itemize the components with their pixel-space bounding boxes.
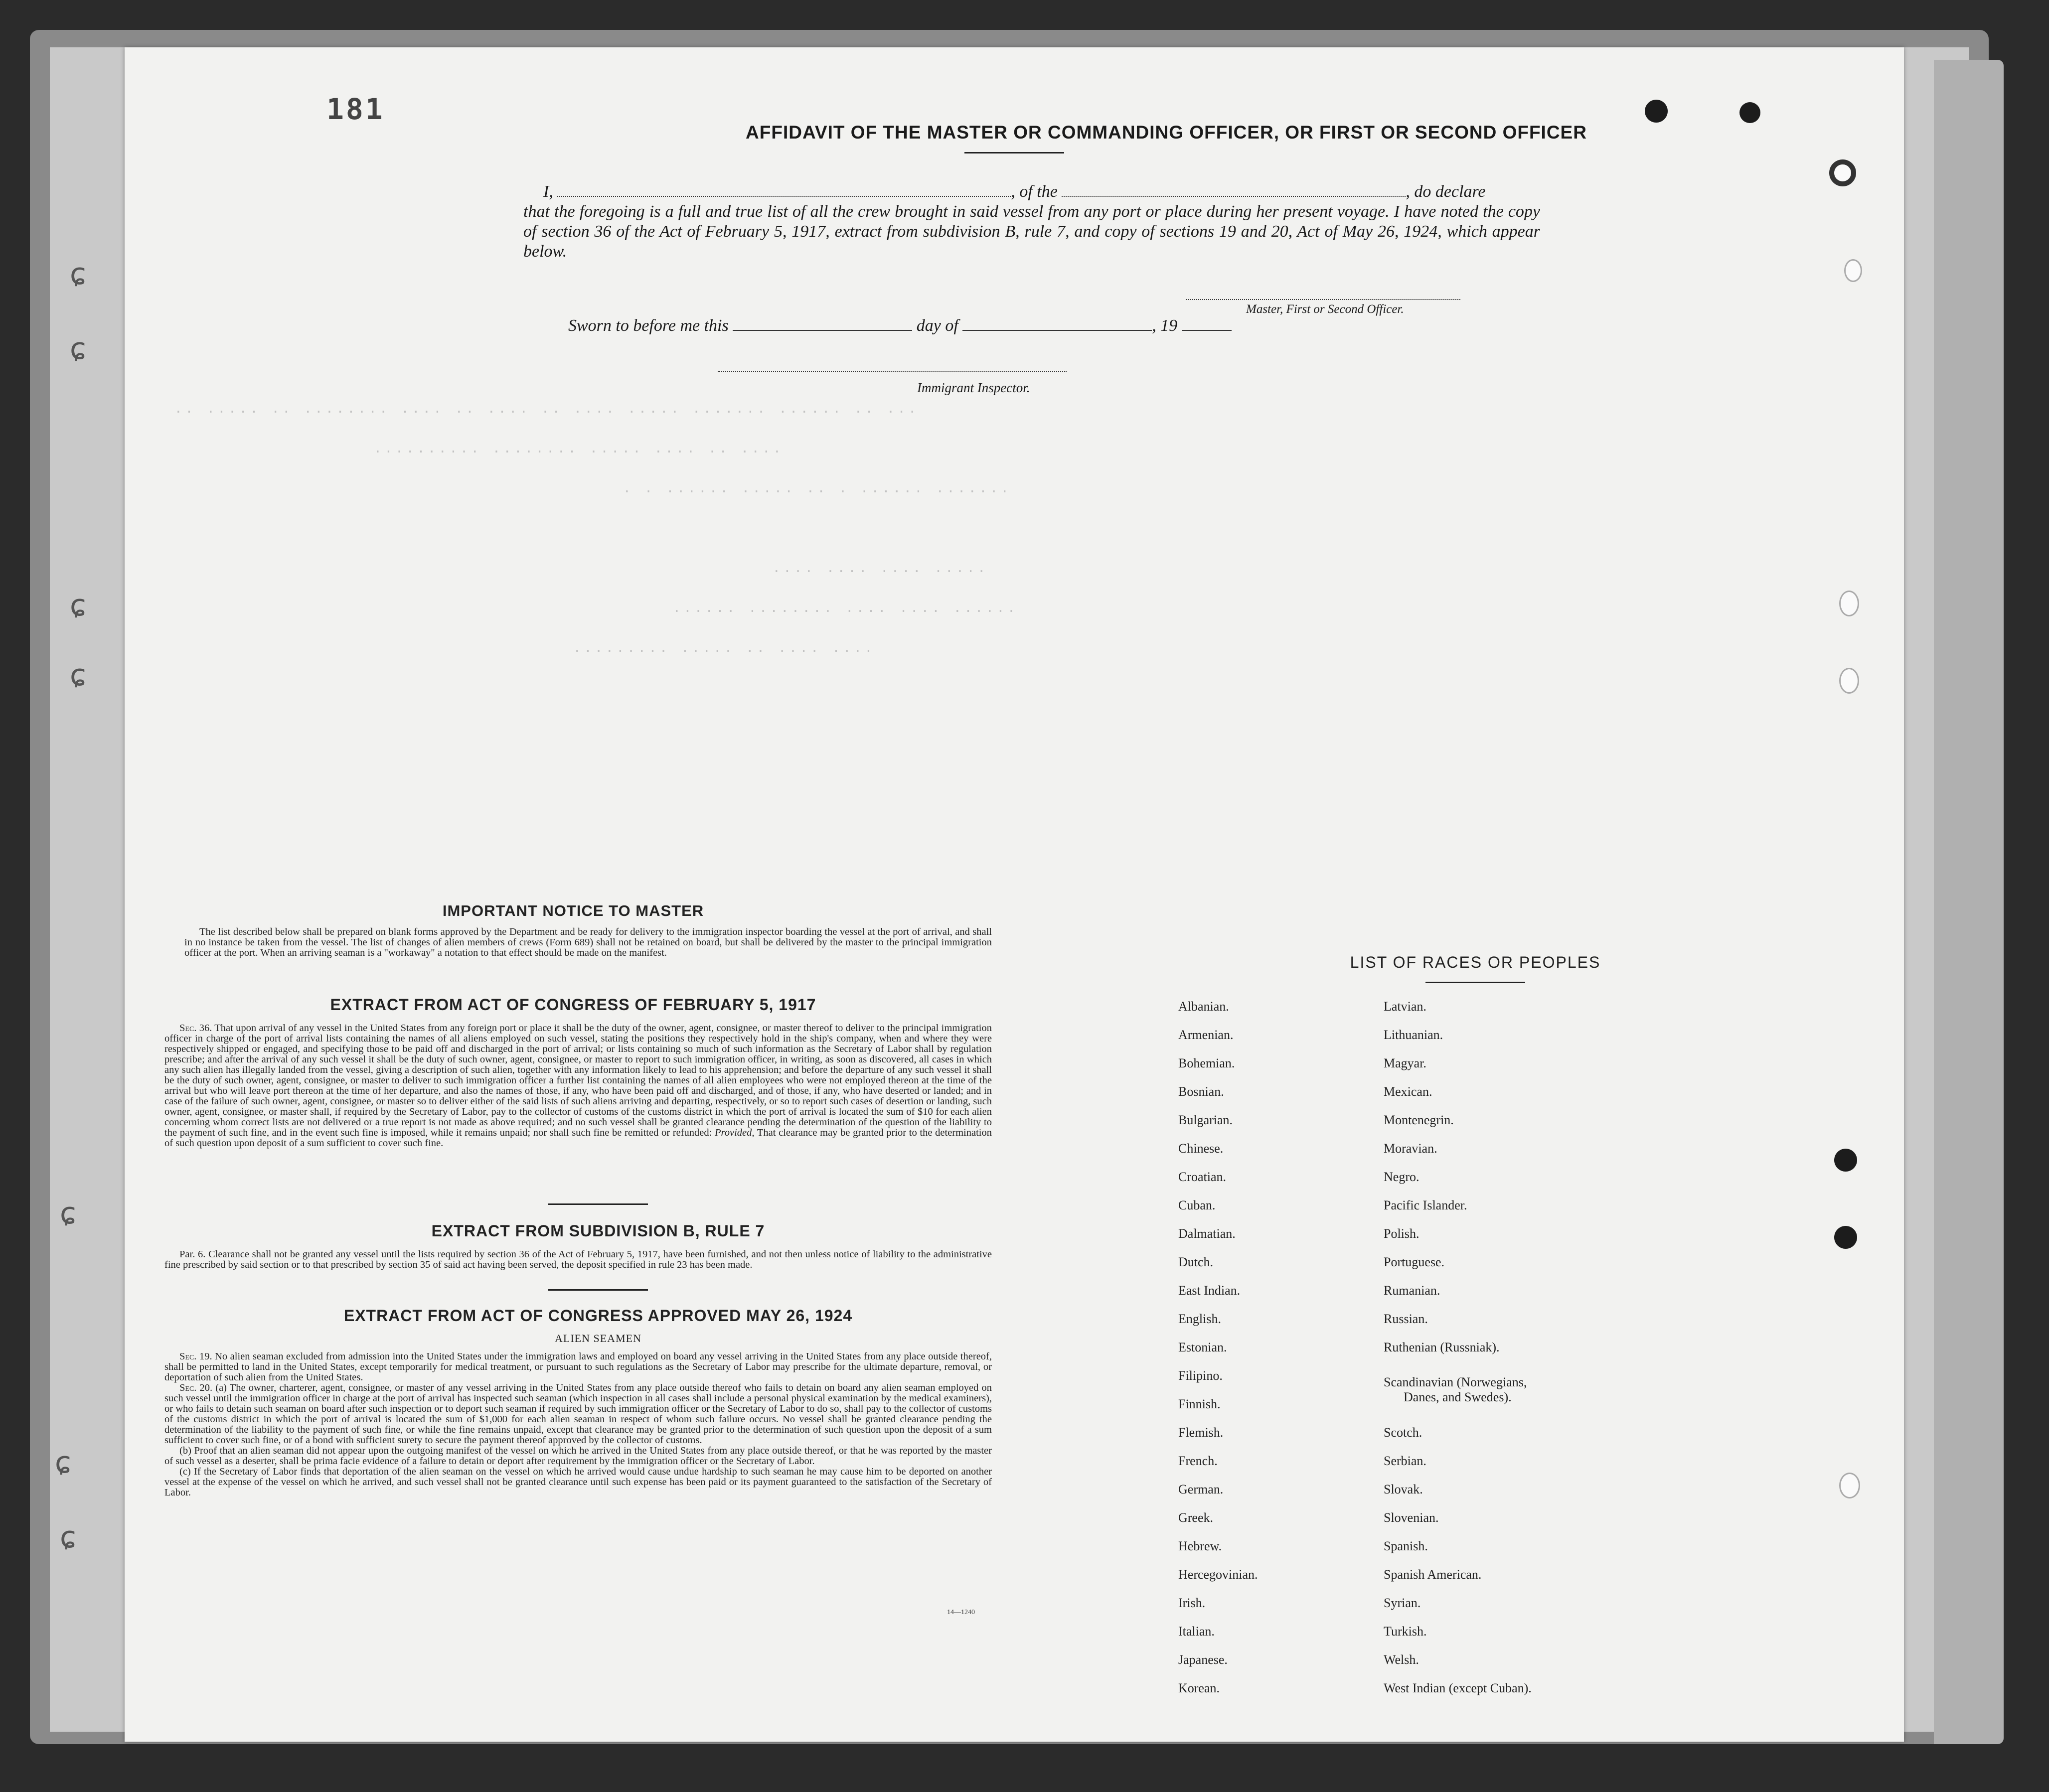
race-item: Russian. [1384,1312,1428,1326]
notice-text [184,927,992,958]
race-item: Scotch. [1384,1425,1422,1440]
form-number: 14—1240 [947,1609,975,1616]
race-item: Welsh. [1384,1652,1419,1667]
name-blank[interactable] [557,183,1011,197]
race-item: Hebrew. [1178,1539,1222,1553]
par-6-text: Par. 6. Clearance shall not be granted any vessel until the lists required by section 36 of the Act of February 5, 1917, have been furnished, and not then unless notice of liability to the administrative fine prescribed by said section or to that prescribed by section 35 of said act having been served, the deposit specified in rule 23 has been made. [164,1249,992,1270]
extract-1924-text [164,1351,992,1498]
race-item-continued: Danes, and Swedes). [1404,1390,1512,1404]
title-rule [964,152,1064,153]
affidavit-declare: , do declare [1406,182,1486,201]
sec-36-text-end: That clearance may be granted prior to the determination of such question upon deposit of a sum sufficient to cover such fine. [164,1127,992,1149]
punch-hole-icon [1829,159,1856,186]
race-item: West Indian (except Cuban). [1384,1681,1532,1695]
extract-1917-text [164,1023,992,1149]
manifest-page [125,47,1904,1742]
race-item: Scandinavian (Norwegians, [1384,1375,1527,1389]
sec-20b-text: (b) Proof that an alien seaman did not appear upon the outgoing manifest of the vessel on which he arrived in the United States from any place outside thereof, or that he was reported by the master of such vessel as a deserter, shall be prima facie evidence of a failure to detain or deport after requirement by the immigration officer or the Secretary of Labor. [164,1445,992,1467]
sec-19-label: Sec. 19. [179,1351,212,1362]
punch-hole-icon [1839,1473,1860,1498]
day-of-text: day of [916,316,958,335]
race-item: Estonian. [1178,1340,1227,1354]
punch-hole-icon [1834,1226,1857,1249]
race-item: Montenegrin. [1384,1113,1454,1127]
race-item: Negro. [1384,1170,1419,1184]
bleed-through-text: ......... ..... .. .... .... [573,640,876,655]
sec-20c-text: (c) If the Secretary of Labor finds that deportation of the alien seaman on the vessel on which he arrived would cause undue hardship to such seaman he may cause him to be deported on another vessel at the expense of the vessel on which he arrived, and such vessel shall not be granted clearance until such expense has been paid or its payment guaranteed to the satisfaction of the Secretary of Labor. [164,1466,992,1498]
sec-36-text: That upon arrival of any vessel in the United States from any foreign port or place it shall be the duty of the owner, agent, consignee, or master thereof to deliver to the principal immigration officer in charge of the port of arrival lists containing the names of all aliens employed on such vessel, stating the positions they respectively hold in the ship's company, when and where they were respectively shipped or engaged, and specifying those to be paid off and discharged in the port of arrival; or lists containing so much of such information as the Secretary of Labor shall by regulation prescribe; and after the arrival of any such vessel it shall be the duty of such owner, agent, consignee, or master to report to such immigration officer, in writing, as soon as discovered, all cases in which any such alien has illegally landed from the vessel, giving a description of such alien, together with any information likely to lead to his apprehension; and before the departure of any such vessel it shall be the duty of such owner, agent, consignee, or master to deliver to such immigration officer a further list containing the names of all alien employees who were not employed thereon at the time of the arrival but who will leave port thereon at the time of her departure, and also the names of those, if any, who have been paid off and discharged, and of those, if any, who have deserted or landed; and in case of the failure of such owner, agent, consignee, or master so to deliver either of the said lists of such aliens arriving and departing, respectively, or so to report such cases of desertion or landing, such owner, agent, consignee, or master shall, if required by the Secretary of Labor, pay to the collector of customs of the customs district in which the port of arrival is located the sum of $10 for each alien concerning whom correct lists are not delivered or a true report is not made as above required; and no such vessel shall be granted clearance pending the determination of the question of the liability to the payment of such fine, and in the event such fine is imposed, while it remains unpaid; nor shall such fine be remitted or refunded: [164,1023,992,1138]
race-item: Spanish. [1384,1539,1428,1553]
binding-clip-icon: ɕ [70,257,86,292]
race-item: Bohemian. [1178,1056,1235,1070]
sworn-month-blank[interactable] [962,317,1152,331]
master-signature-label: Master, First or Second Officer. [1246,302,1404,316]
race-item: Italian. [1178,1624,1215,1639]
race-item: Korean. [1178,1681,1220,1695]
punch-hole-icon [1739,102,1760,123]
extract-1924-title: EXTRACT FROM ACT OF CONGRESS APPROVED MAY 26, 1924 [343,1307,853,1325]
sec-20-label: Sec. 20. [179,1382,213,1393]
affidavit-title: AFFIDAVIT OF THE MASTER OR COMMANDING OFFICER, OR FIRST OR SECOND OFFICER [746,122,1587,143]
alien-seamen-subtitle: ALIEN SEAMEN [555,1332,641,1344]
extract-1917-title: EXTRACT FROM ACT OF CONGRESS OF FEBRUARY 5, 1917 [330,996,816,1014]
bleed-through-text: . . ...... ..... .. . ...... ....... [623,481,1012,496]
binder-edge [1934,60,2004,1744]
sworn-line [568,316,1232,335]
race-item: Lithuanian. [1384,1028,1443,1042]
section-rule [548,1289,648,1291]
race-item: French. [1178,1454,1218,1468]
race-item: Bosnian. [1178,1084,1224,1099]
affidavit-i: I, [543,182,553,201]
race-item: Mexican. [1384,1084,1432,1099]
race-item: Cuban. [1178,1198,1216,1212]
binding-clip-icon: ɕ [55,1445,71,1480]
races-title: LIST OF RACES OR PEOPLES [1350,953,1601,971]
race-item: Dalmatian. [1178,1226,1236,1241]
notice-paragraph: The list described below shall be prepared on blank forms approved by the Department and be ready for delivery to the immigration inspector boarding the vessel at the port of arrival, and shall in no instance be taken from the vessel. The list of changes of alien members of crews (Form 689) shall not be retained on board, but shall be delivered by the master to the principal immigration officer at the port. When an arriving seaman is a "workaway" a notation to that effect should be made on the manifest. [184,926,992,958]
race-item: Greek. [1178,1510,1214,1525]
master-signature-line[interactable] [1186,299,1460,300]
race-item: Slovenian. [1384,1510,1439,1525]
race-item: Turkish. [1384,1624,1427,1639]
punch-hole-icon [1839,668,1859,694]
race-item: Latvian. [1384,999,1426,1014]
inspector-signature-label: Immigrant Inspector. [917,380,1030,395]
race-item: Syrian. [1384,1596,1421,1610]
affidavit-body: that the foregoing is a full and true list of all the crew brought in said vessel from any port or place during her present voyage. I have noted the copy of section 36 of the Act of February 5, 1917, extract from subdivision B, rule 7, and copy of sections 19 and 20, Act of May 26, 1924, which appear below. [523,202,1540,261]
punch-hole-icon [1839,591,1859,616]
bleed-through-text: .. ..... .. ........ .... .. .... .. .... ..... ....... ...... .. ... [174,401,920,416]
race-item: Filipino. [1178,1368,1223,1383]
notice-title: IMPORTANT NOTICE TO MASTER [442,902,704,919]
race-item: East Indian. [1178,1283,1241,1298]
race-item: Rumanian. [1384,1283,1440,1298]
punch-hole-icon [1834,1149,1857,1172]
race-item: Portuguese. [1384,1255,1445,1269]
binding-clip-icon: ɕ [70,658,86,693]
binding-clip-icon: ɕ [70,588,86,623]
race-item: Magyar. [1384,1056,1426,1070]
affidavit-declaration-line [523,182,1540,202]
race-item: Armenian. [1178,1028,1234,1042]
sworn-year-blank[interactable] [1182,317,1232,331]
race-item: Irish. [1178,1596,1206,1610]
sworn-day-blank[interactable] [733,317,912,331]
page-stamp-number: 181 [326,92,385,126]
race-item: Bulgarian. [1178,1113,1233,1127]
sec-19-text: No alien seaman excluded from admission into the United States under the immigration laws and employed on board any vessel arriving in the United States from any place outside thereof, shall be permitted to land in the United States, except temporarily for medical treatment, or pursuant to such regulations as the Secretary of Labor may prescribe for the ultimate departure, removal, or deportation of such alien from the United States. [164,1351,992,1383]
binding-clip-icon: ɕ [70,331,86,366]
bleed-through-text: ...... ........ .... .... ...... [673,600,1018,615]
race-item: Polish. [1384,1226,1419,1241]
binding-clip-icon: ɕ [60,1520,76,1555]
punch-hole-icon [1844,259,1862,282]
race-item: Flemish. [1178,1425,1224,1440]
extract-rule7-title: EXTRACT FROM SUBDIVISION B, RULE 7 [431,1222,765,1240]
race-item: Dutch. [1178,1255,1214,1269]
binding-clip-icon: ɕ [60,1196,76,1231]
race-item: Ruthenian (Russniak). [1384,1340,1500,1354]
provided-word: Provided, [715,1127,755,1138]
affidavit-text [523,182,1540,262]
bleed-through-text: .... .... .... ..... [773,561,989,576]
sec-36-label: Sec. 36. [179,1023,212,1034]
sworn-text: Sworn to before me this [568,316,729,335]
bleed-through-text: .......... ........ ..... .... .. .... [374,441,784,456]
race-item: Finnish. [1178,1397,1221,1411]
race-item: Chinese. [1178,1141,1224,1156]
race-item: Japanese. [1178,1652,1228,1667]
race-item: Moravian. [1384,1141,1437,1156]
punch-hole-icon [1645,100,1668,123]
race-item: Croatian. [1178,1170,1227,1184]
vessel-blank[interactable] [1062,183,1406,197]
race-item: English. [1178,1312,1221,1326]
inspector-signature-line[interactable] [718,371,1067,372]
race-item: Serbian. [1384,1454,1426,1468]
section-rule [548,1203,648,1205]
extract-rule7-text [164,1249,992,1270]
race-item: German. [1178,1482,1224,1496]
race-item: Albanian. [1178,999,1229,1014]
race-item: Spanish American. [1384,1567,1482,1582]
sec-20a-text: (a) The owner, charterer, agent, consignee, or master of any vessel arriving in the United States from any place outside thereof who fails to detain on board any alien seaman employed on such vessel until the immigration officer in charge at the port of arrival has inspected such seaman (which inspection in all cases shall include a personal physical examination by the medical examiners), or who fails to detain such seaman on board after such inspection or to deport such seaman if required by such immigration officer or the Secretary of Labor to do so, shall pay to the collector of customs of the customs district in which the port of arrival is located the sum of $1,000 for each alien seaman in respect of whom such failure occurs. No vessel shall be granted clearance pending the determination of the liability to the payment of such fine, or while the fine remains unpaid, except that clearance may be granted prior to the determination of such question upon the deposit of a sum sufficient to cover such fine, or of a bond with sufficient surety to secure the payment thereof approved by the collector of customs. [164,1382,992,1446]
race-item: Slovak. [1384,1482,1423,1496]
year-prefix: , 19 [1152,316,1178,335]
race-item: Pacific Islander. [1384,1198,1467,1212]
affidavit-of-the: , of the [1011,182,1058,201]
races-title-rule [1425,982,1525,983]
race-item: Hercegovinian. [1178,1567,1258,1582]
